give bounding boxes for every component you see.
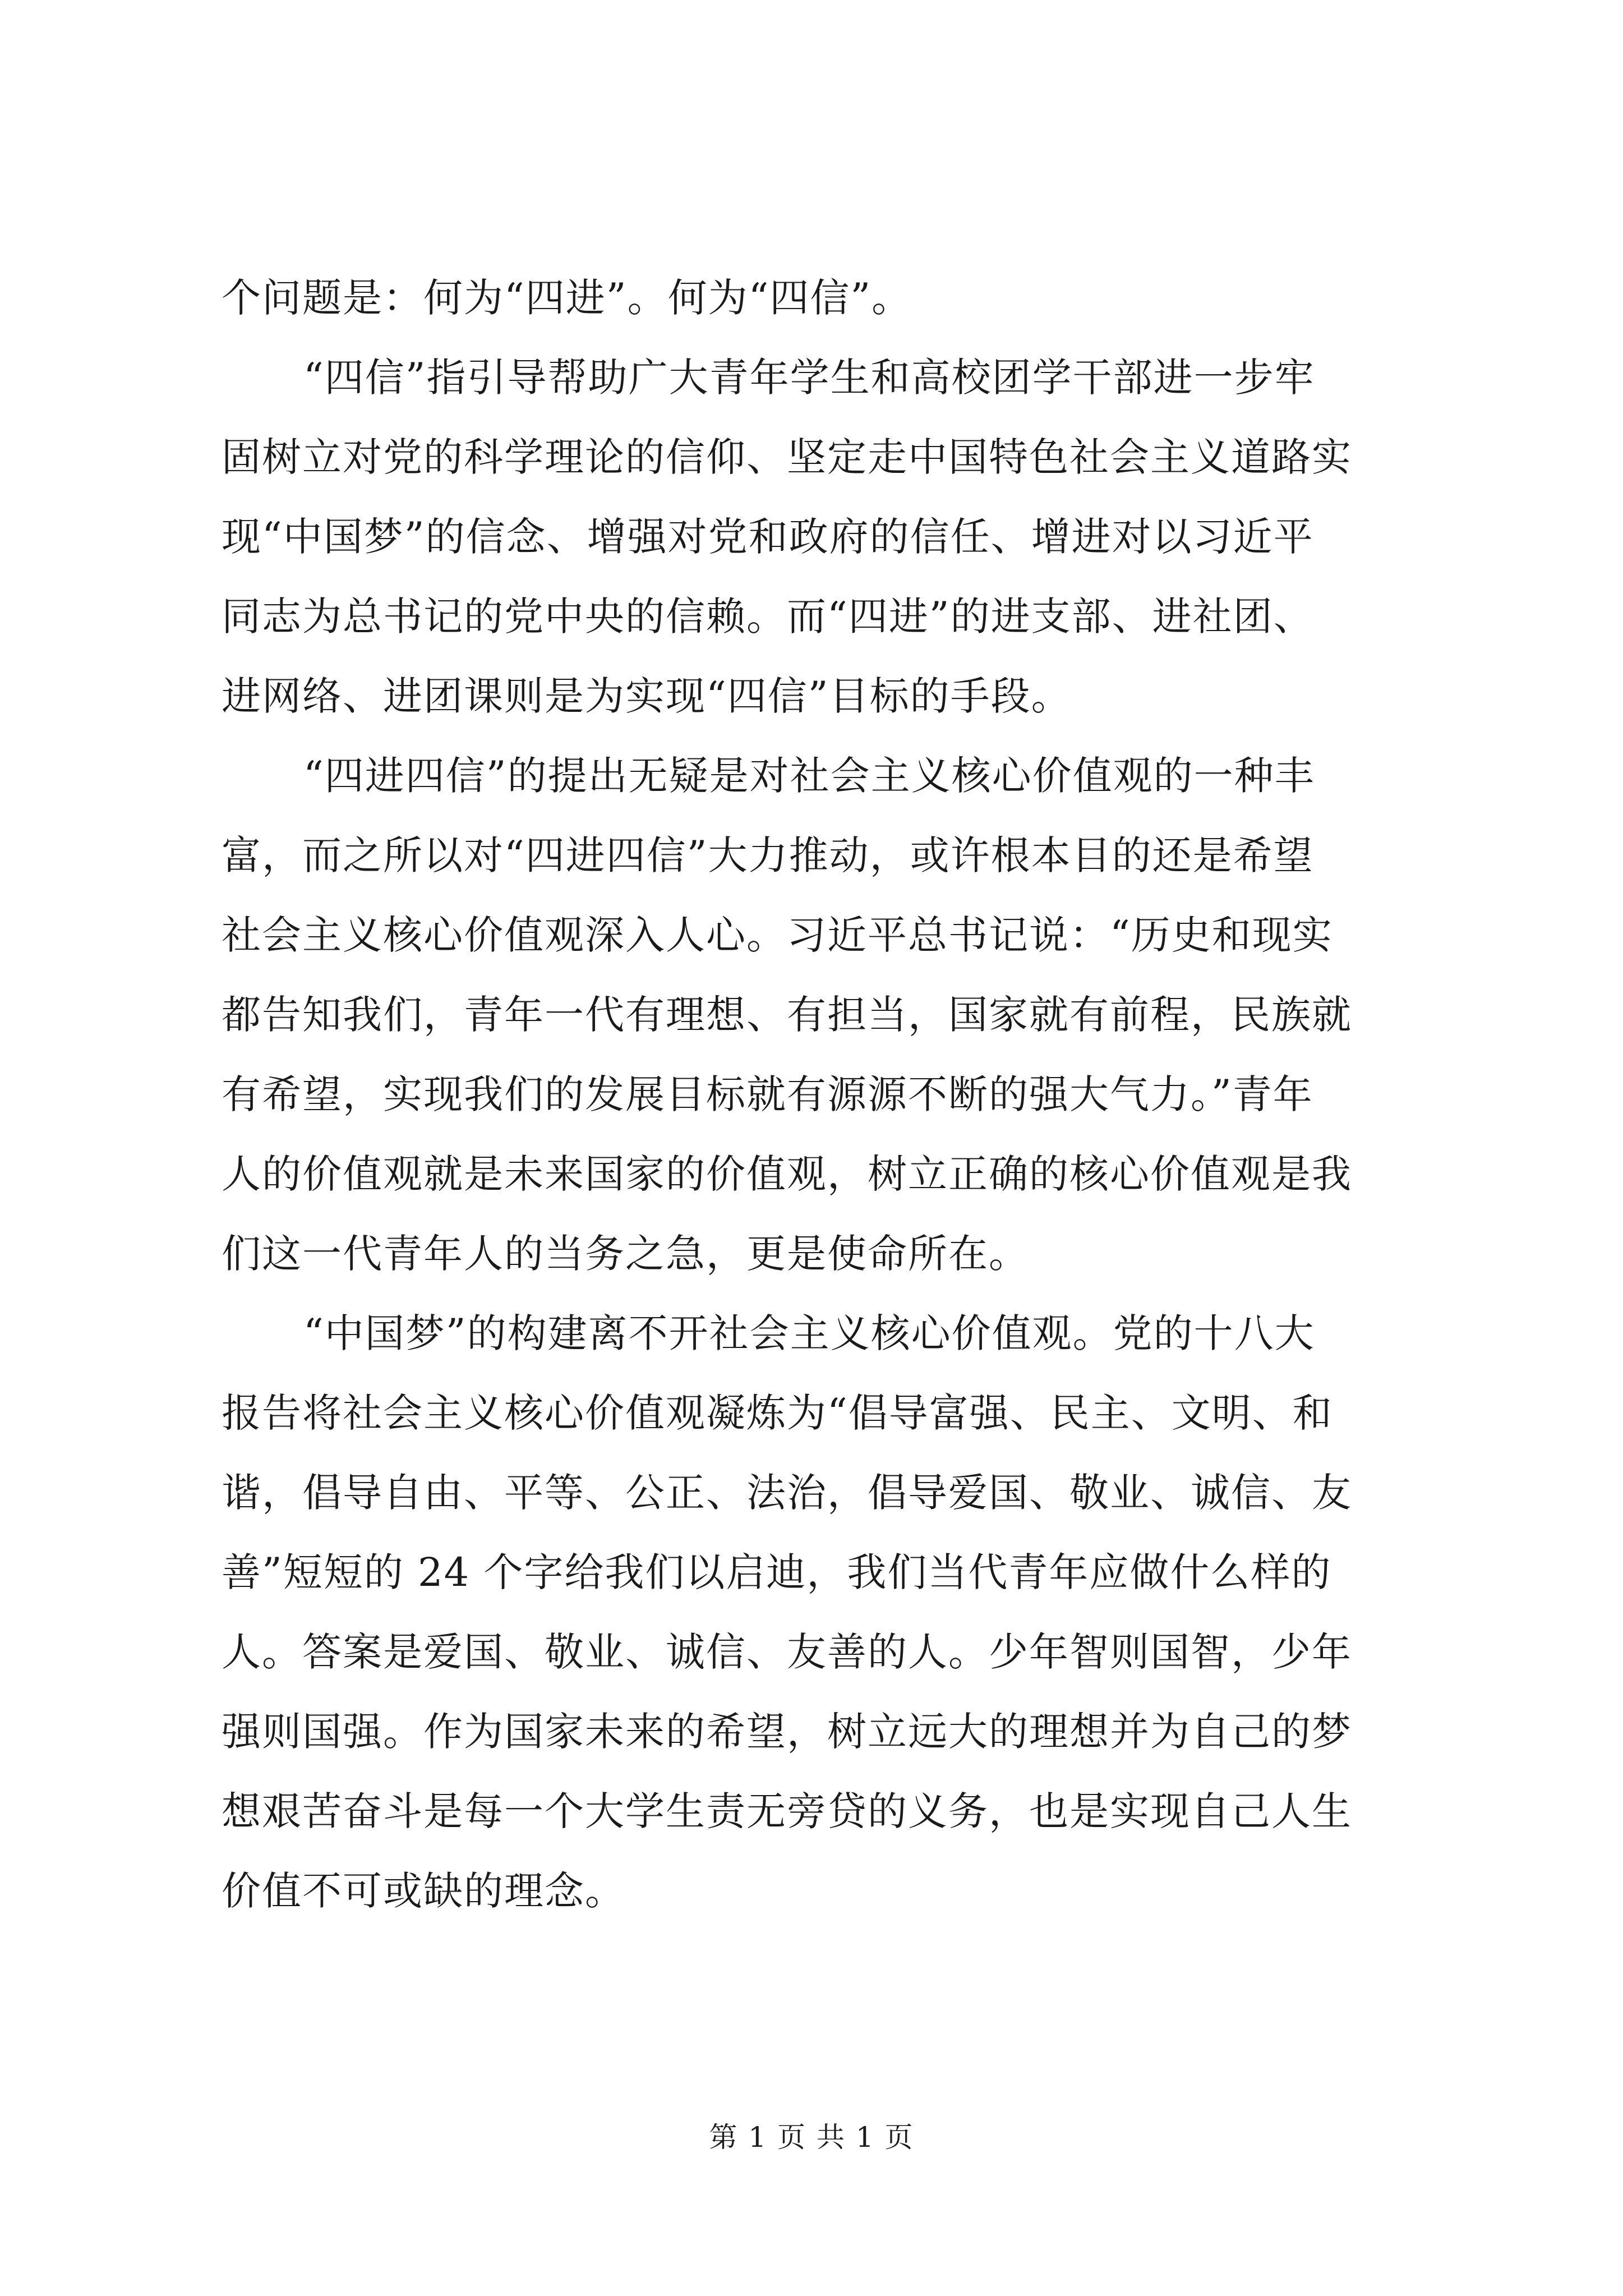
text-line: 富，而之所以对“四进四信”大力推动，或许根本目的还是希望 <box>222 832 1314 878</box>
text-line: 们这一代青年人的当务之急，更是使命所在。 <box>222 1231 1029 1277</box>
text-line: 固树立对党的科学理论的信仰、坚定走中国特色社会主义道路实 <box>222 434 1352 480</box>
text-line: 进网络、进团课则是为实现“四信”目标的手段。 <box>222 673 1072 719</box>
body-text <box>222 258 1422 1931</box>
text-line: 有希望，实现我们的发展目标就有源源不断的强大气力。”青年 <box>222 1071 1313 1117</box>
text-line: “中国梦”的构建离不开社会主义核心价值观。党的十八大 <box>303 1310 1315 1356</box>
text-line: “四进四信”的提出无疑是对社会主义核心价值观的一种丰 <box>303 753 1315 799</box>
text-line: “四信”指引导帮助广大青年学生和高校团学干部进一步牢 <box>303 355 1315 401</box>
text-line: 现“中国梦”的信念、增强对党和政府的信任、增进对以习近平 <box>222 514 1314 560</box>
text-line: 都告知我们，青年一代有理想、有担当，国家就有前程，民族就 <box>222 992 1352 1038</box>
text-line: 价值不可或缺的理念。 <box>222 1868 625 1914</box>
text-line: 人。答案是爱国、敬业、诚信、友善的人。少年智则国智，少年 <box>222 1629 1352 1675</box>
text-line: 同志为总书记的党中央的信赖。而“四进”的进支部、进社团、 <box>222 593 1314 639</box>
text-line: 报告将社会主义核心价值观凝炼为“倡导富强、民主、文明、和 <box>222 1390 1333 1436</box>
text-line: 个问题是：何为“四进”。何为“四信”。 <box>222 275 912 321</box>
text-line: 社会主义核心价值观深入人心。习近平总书记说：“历史和现实 <box>222 912 1333 958</box>
text-line: 想艰苦奋斗是每一个大学生责无旁贷的义务，也是实现自己人生 <box>222 1788 1352 1834</box>
text-line: 谐，倡导自由、平等、公正、法治，倡导爱国、敬业、诚信、友 <box>222 1470 1352 1516</box>
text-line: 强则国强。作为国家未来的希望，树立远大的理想并为自己的梦 <box>222 1709 1352 1755</box>
text-line: 善”短短的 24 个字给我们以启迪，我们当代青年应做什么样的 <box>222 1549 1332 1595</box>
page-footer: 第 1 页 共 1 页 <box>709 2121 914 2154</box>
text-line: 人的价值观就是未来国家的价值观，树立正确的核心价值观是我 <box>222 1151 1352 1197</box>
